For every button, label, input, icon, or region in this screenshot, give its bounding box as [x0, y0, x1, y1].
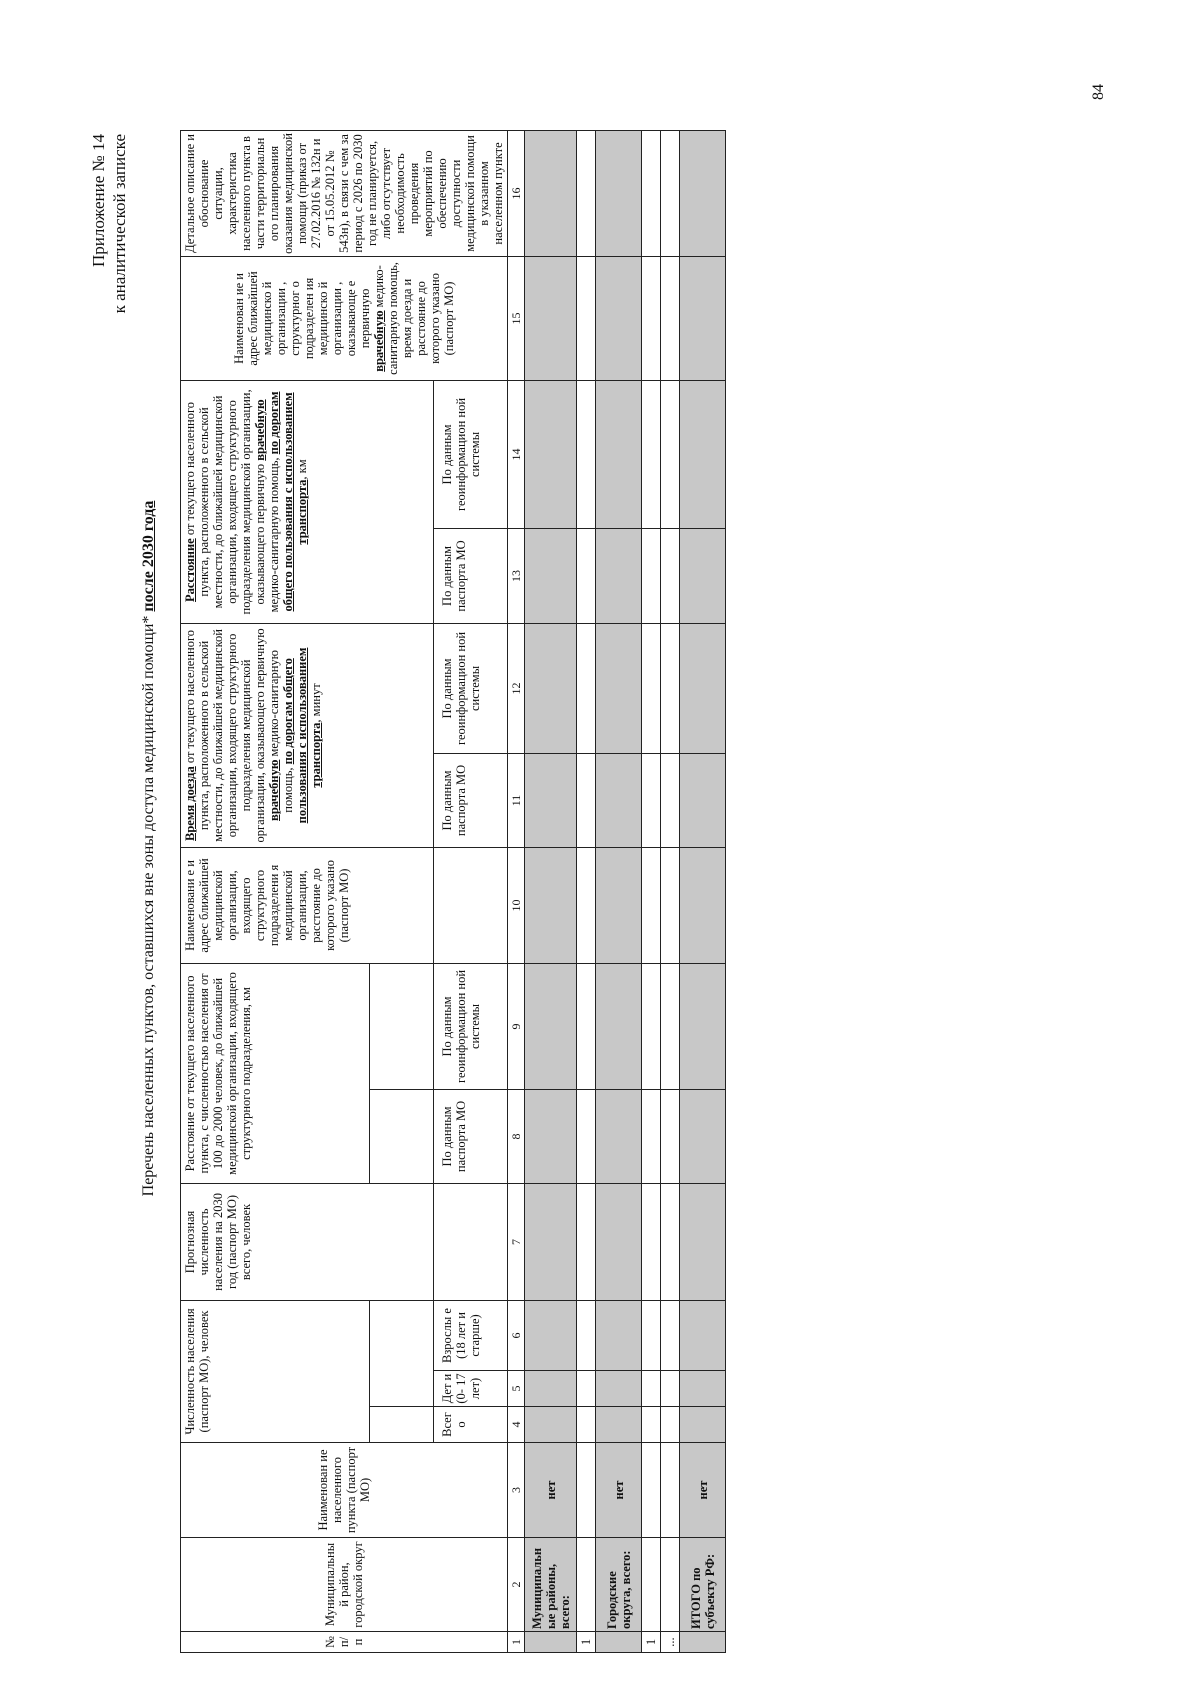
col-number: 13 — [508, 528, 525, 623]
row-label: Муниципальн ые районы, всего: — [525, 1538, 577, 1632]
travel-time-text: от текущего населенного пункта, расположенного в сельской местности, до ближайшей медицинской организации, входящего структурного подразделения медицинской организации, оказывающего первичную — [183, 628, 267, 843]
col-number: 1 — [508, 1632, 525, 1653]
row-number: 1 — [577, 1632, 596, 1653]
header-nearest-org: Наименовани е и адрес ближайшей медицинской организации, входящего структурного подразделени я медицинской организации, расстояние до которого указано (паспорт МО) — [181, 847, 434, 963]
row-number: ... — [661, 1632, 680, 1653]
col-number: 15 — [508, 256, 525, 380]
header-dist-passport: По данным паспорта МО — [433, 1089, 507, 1183]
nearest-primary-text: Наименован ие и адрес ближайшей медицинско й организации , структурног о подразделен ия медицинско й организации , оказывающе е первичную — [232, 271, 372, 366]
road-distance-text: от текущего населенного пункта, расположенного в сельской местности, до ближайшей медицинской организации, входящего структурного подразделения медицинской организации, оказывающего первичную — [183, 389, 267, 615]
header-distance: Расстояние от текущего населенного пункта, с численностью населения от 100 до 2000 человек, до ближайшей медицинской организации, входящего структурного подразделения, км — [181, 963, 370, 1183]
header-rdist-passport: По данным паспорта МО — [433, 528, 507, 623]
col-number: 9 — [508, 963, 525, 1089]
col-number: 12 — [508, 623, 525, 753]
dist-spacer-1 — [369, 1089, 433, 1183]
pop-spacer-2 — [369, 1300, 433, 1406]
road-distance-vrach: врачебную — [253, 399, 267, 461]
col-number: 14 — [508, 380, 525, 528]
header-time-gis: По данным геоинформацион ной системы — [433, 623, 507, 753]
dist-spacer-2 — [369, 963, 433, 1089]
appendix-line-1: Приложение № 14 — [89, 134, 108, 267]
col-number: 3 — [508, 1443, 525, 1538]
page-number: 84 — [1090, 84, 1107, 100]
org-spacer — [433, 847, 507, 963]
row-label: ИТОГО по субъекту РФ: — [680, 1538, 726, 1632]
settlements-table — [180, 130, 726, 1653]
row-grand-total — [680, 130, 726, 1652]
header-total: Всег о — [433, 1407, 507, 1443]
col-number: 4 — [508, 1407, 525, 1443]
header-travel-time — [181, 623, 434, 847]
row-value: нет — [596, 1443, 642, 1538]
row-cities-total — [596, 130, 642, 1652]
road-distance-label: Расстояние — [183, 538, 197, 602]
travel-time-vrach: врачебную — [267, 759, 281, 821]
column-numbers-row — [508, 130, 525, 1652]
row-empty — [525, 1632, 577, 1653]
travel-time-unit: , минут — [309, 683, 323, 723]
header-forecast: Прогнозная численность населения на 2030 год (паспорт МО) всего, человек — [181, 1183, 434, 1300]
title-text: Перечень населенных пунктов, оставшихся вне зоны доступа медицинской помощи* — [140, 615, 157, 1197]
nearest-primary-tail: медико-санитарную помощь, время доезда и расстояние до которого указано (паспорт МО) — [372, 262, 456, 375]
col-number: 6 — [508, 1300, 525, 1370]
travel-time-mediko: медико-санитарную помощь, — [267, 649, 295, 813]
row-label: Городские округа, всего: — [596, 1538, 642, 1632]
road-distance-unit: , км — [295, 459, 309, 480]
document-title — [140, 0, 158, 1697]
header-road-distance — [181, 380, 434, 623]
road-distance-roads: по дорогам общего пользования с использованием транспорта — [267, 391, 309, 612]
row-value: нет — [680, 1443, 726, 1538]
col-number: 7 — [508, 1183, 525, 1300]
row-empty — [596, 1632, 642, 1653]
appendix-header — [88, 134, 130, 313]
title-emphasis: после 2030 года — [140, 500, 157, 612]
header-nearest-primary — [181, 256, 508, 380]
row-districts-total — [525, 130, 577, 1652]
col-number: 2 — [508, 1538, 525, 1632]
row-empty — [680, 1632, 726, 1653]
row-number: 1 — [642, 1632, 661, 1653]
col-number: 10 — [508, 847, 525, 963]
header-rdist-gis: По данным геоинформацион ной системы — [433, 380, 507, 528]
row-value: нет — [525, 1443, 577, 1538]
header-district: Муниципальны й район, городской округ — [181, 1538, 508, 1632]
row-district-1 — [577, 130, 596, 1652]
header-adults: Взрослы е (18 лет и старше) — [433, 1300, 507, 1370]
col-number: 11 — [508, 753, 525, 847]
col-number: 16 — [508, 130, 525, 256]
road-distance-mediko: медико-санитарную помощь, — [267, 457, 281, 613]
row-city-1 — [642, 130, 661, 1652]
header-num: № п/п — [181, 1632, 508, 1653]
col-number: 8 — [508, 1089, 525, 1183]
pop-spacer-1 — [369, 1407, 433, 1443]
travel-time-roads: по дорогам общего пользования с использованием транспорта — [281, 647, 323, 824]
header-settlement: Наименован ие населенного пункта (паспорт МО) — [181, 1443, 508, 1538]
row-ellipsis — [661, 130, 680, 1652]
header-population: Численность населения (паспорт МО), человек — [181, 1300, 370, 1442]
header-time-passport: По данным паспорта МО — [433, 753, 507, 847]
nearest-primary-vrach: врачебную — [372, 310, 386, 372]
header-children: Дет и (0- 17 лет) — [433, 1371, 507, 1407]
header-description: Детальное описание и обоснование ситуации, характеристика населенного пункта в части территориальн ого планирования оказания медицинской помощи (приказ от 27.02.2016 № 132н и от 15.05.2012 № 543н), в связи с чем за период с 2026 по 2030 год не планируется, либо отсутствует необходимость проведения мероприятий по обеспечению доступности медицинской помощи в указанном населенном пункте — [181, 130, 508, 256]
travel-time-label: Время доезда — [183, 766, 197, 841]
forecast-spacer — [433, 1183, 507, 1300]
header-dist-gis: По данным геоинформацион ной системы — [433, 963, 507, 1089]
col-number: 5 — [508, 1371, 525, 1407]
appendix-line-2: к аналитической записке — [110, 134, 129, 314]
